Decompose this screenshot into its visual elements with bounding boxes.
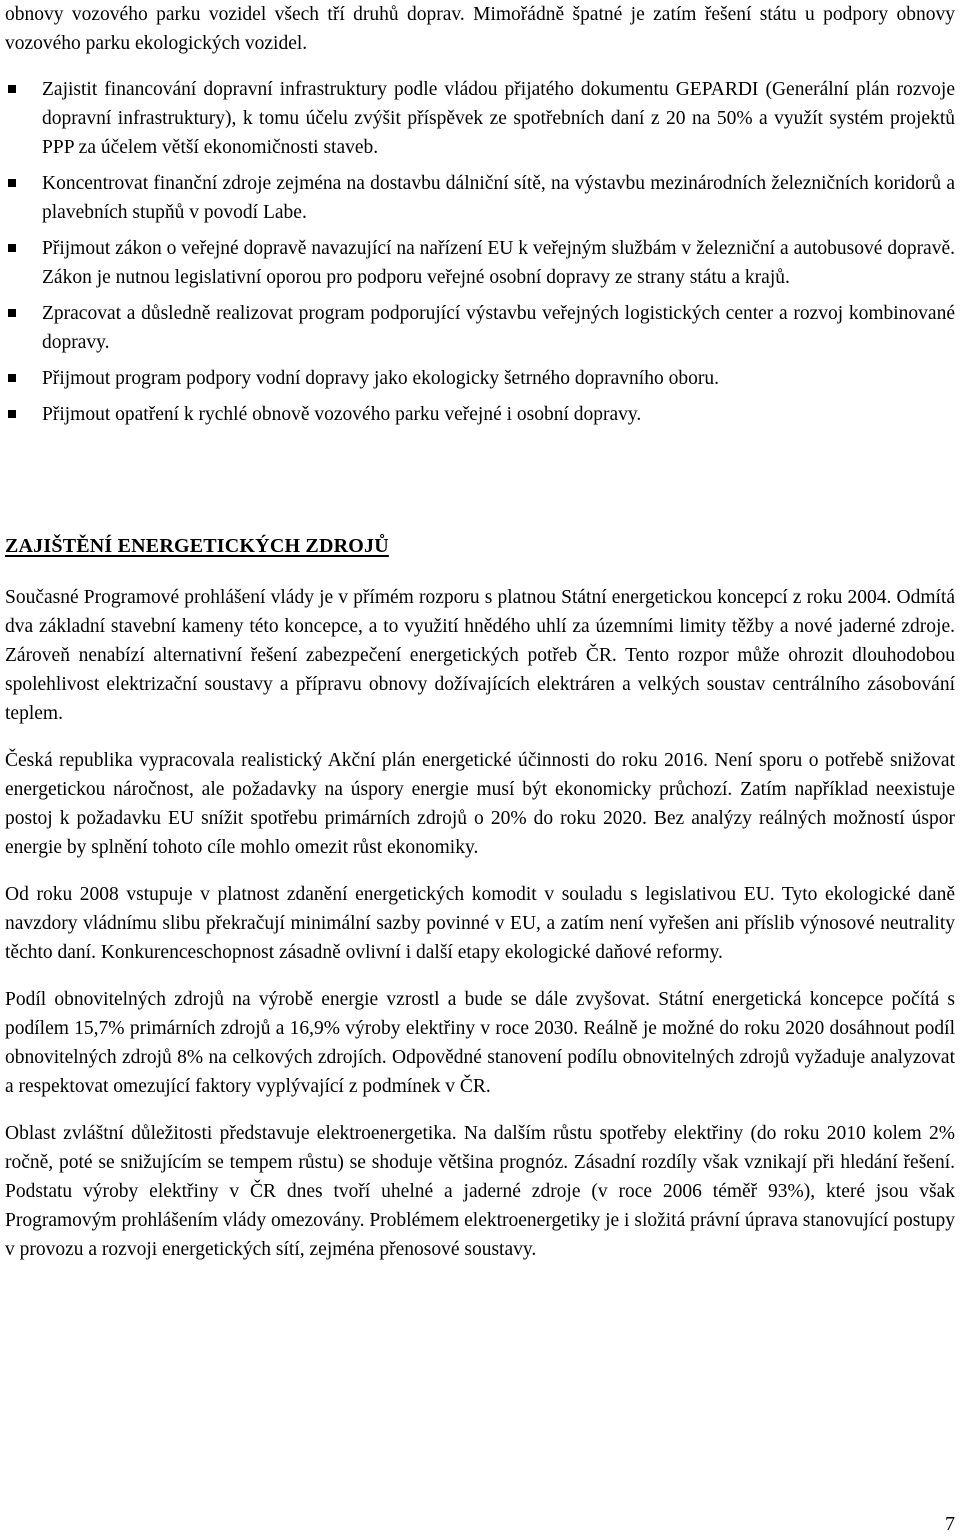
bullet-text: Přijmout opatření k rychlé obnově vozového parku veřejné i osobní dopravy. (42, 404, 642, 425)
bullet-item (5, 364, 955, 393)
body-paragraph: Oblast zvláštní důležitosti představuje elektroenergetika. Na dalším růstu spotřeby elektřiny (do roku 2010 kolem 2% ročně, poté se snižujícím se tempem růstu) se shoduje většina prognóz. Zásadní rozdíly však vznikají při hledání řešení. Podstatu výroby elektřiny v ČR dnes tvoří uhelné a jaderné zdroje (v roce 2006 téměř 93%), které jsou však Programovým prohlášením vlády omezovány. Problémem elektroenergetiky je i složitá právní úprava stanovující postupy v provozu a rozvoji energetických sítí, zejména přenosové soustavy. (5, 1123, 955, 1260)
section-heading: ZAJIŠTĚNÍ ENERGETICKÝCH ZDROJŮ (5, 535, 389, 557)
bullet-text: Zpracovat a důsledně realizovat program podporující výstavbu veřejných logistických center a rozvoj kombinované dopravy. (42, 303, 955, 353)
body-paragraph: Podíl obnovitelných zdrojů na výrobě energie vzrostl a bude se dále zvyšovat. Státní energetická koncepce počítá s podílem 15,7% primárních zdrojů a 16,9% výroby elektřiny v roce 2030. Reálně je možné do roku 2020 dosáhnout podíl obnovitelných zdrojů 8% na celkových zdrojích. Odpovědné stanovení podílu obnovitelných zdrojů vyžaduje analyzovat a respektovat omezující faktory vyplývající z podmínek v ČR. (5, 989, 955, 1097)
square-bullet-icon (8, 309, 16, 317)
bullet-item (5, 234, 955, 292)
bullet-text: Zajistit financování dopravní infrastruktury podle vládou přijatého dokumentu GEPARDI (Generální plán rozvoje dopravní infrastruktury), k tomu účelu zvýšit příspěvek ze spotřebních daní z 20 na 50% a využít systém projektů PPP za účelem větší ekonomičnosti staveb. (42, 79, 955, 158)
bullet-text: Přijmout zákon o veřejné dopravě navazující na nařízení EU k veřejným službám v železniční a autobusové dopravě. Zákon je nutnou legislativní oporou pro podporu veřejné osobní dopravy ze strany státu a krajů. (42, 238, 955, 288)
document-page (5, 0, 955, 1264)
bullet-item (5, 400, 955, 429)
square-bullet-icon (8, 179, 16, 187)
body-paragraph: Současné Programové prohlášení vlády je v přímém rozporu s platnou Státní energetickou koncepcí z roku 2004. Odmítá dva základní stavební kameny této koncepce, a to využití hnědého uhlí za územními limity těžby a nové jaderné zdroje. Zároveň nenabízí alternativní řešení zabezpečení energetických potřeb ČR. Tento rozpor může ohrozit dlouhodobou spolehlivost elektrizační soustavy a přípravu obnovy dožívajících elektráren a velkých soustav centrálního zásobování teplem. (5, 587, 955, 724)
body-paragraph: Česká republika vypracovala realistický Akční plán energetické účinnosti do roku 2016. Není sporu o potřebě snižovat energetickou náročnost, ale požadavky na úspory energie musí být ekonomicky průchozí. Zatím například neexistuje postoj k požadavku EU snížit spotřebu primárních zdrojů o 20% do roku 2020. Bez analýzy reálných možností úspor energie by splnění tohoto cíle mohlo omezit růst ekonomiky. (5, 750, 955, 858)
square-bullet-icon (8, 374, 16, 382)
square-bullet-icon (8, 244, 16, 252)
square-bullet-icon (8, 410, 16, 418)
bullet-list (5, 75, 955, 429)
intro-continuation: obnovy vozového parku vozidel všech tří druhů doprav. Mimořádně špatné je zatím řešení státu u podpory obnovy vozového parku ekologických vozidel. (5, 4, 955, 54)
page-number: 7 (945, 1513, 955, 1535)
body-paragraph: Od roku 2008 vstupuje v platnost zdanění energetických komodit v souladu s legislativou EU. Tyto ekologické daně navzdory vládnímu slibu překračují minimální sazby povinné v EU, a zatím není vyřešen ani příslib výnosové neutrality těchto daní. Konkurenceschopnost zásadně ovlivní i další etapy ekologické daňové reformy. (5, 884, 955, 963)
bullet-text: Přijmout program podpory vodní dopravy jako ekologicky šetrného dopravního oboru. (42, 368, 719, 389)
bullet-item (5, 75, 955, 162)
bullet-item (5, 299, 955, 357)
bullet-item (5, 169, 955, 227)
square-bullet-icon (8, 85, 16, 93)
bullet-text: Koncentrovat finanční zdroje zejména na dostavbu dálniční sítě, na výstavbu mezinárodních železničních koridorů a plavebních stupňů v povodí Labe. (42, 173, 955, 223)
